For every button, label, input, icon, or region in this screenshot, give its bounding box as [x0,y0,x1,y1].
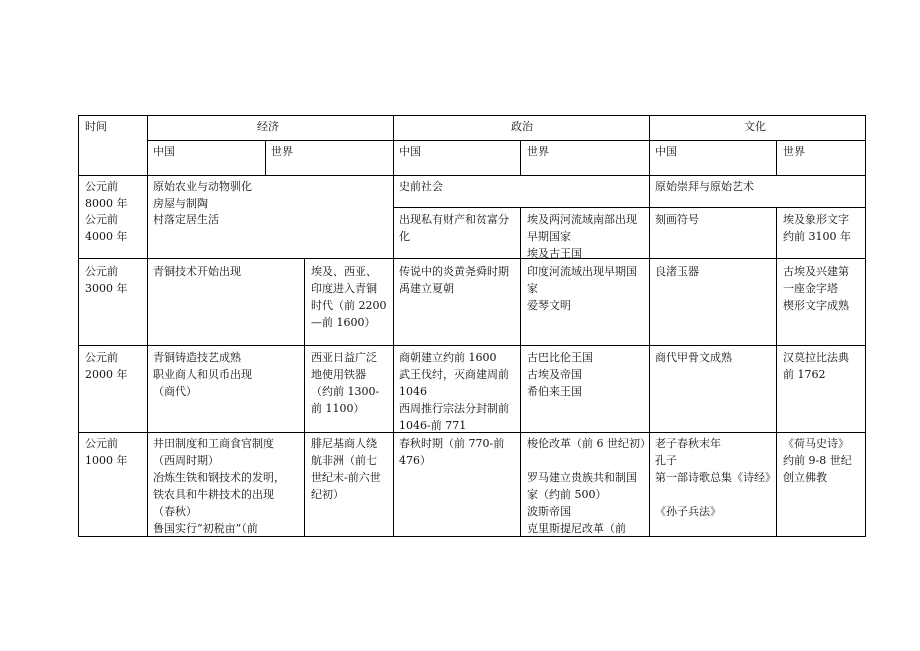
cul-world-cell: 汉莫拉比法典 前 1762 [783,351,849,381]
pol-china-cell: 商朝建立约前 1600 武王伐纣，灭商建周前 1046 西周推行宗法分封制前 1046-前 771 [399,351,509,432]
econ-china-cell: 井田制度和工商食官制度 （西周时期） 冶炼生铁和钢技术的发明， 铁农具和牛耕技术的出现 （春秋） 鲁国实行“初税亩”（前 [153,437,285,535]
header-culture: 文化 [744,120,766,133]
pol-china-cell: 春秋时期（前 770-前 476） [399,437,505,467]
grid-line [776,207,777,537]
header-economy: 经济 [257,120,279,133]
header-cul-world: 世界 [783,145,805,158]
time-cell: 公元前 3000 年 [85,265,128,295]
grid-line [776,140,777,175]
politics-cell: 史前社会 [399,180,443,193]
header-econ-china: 中国 [153,145,175,158]
grid-line [78,115,866,116]
econ-china-cell: 青铜技术开始出现 [153,265,241,278]
grid-line [393,115,394,537]
cul-china-cell: 老子春秋末年 孔子 第一部诗歌总集《诗经》 《孙子兵法》 [655,437,776,518]
header-pol-china: 中国 [399,145,421,158]
cul-china-cell: 良渚玉器 [655,265,699,278]
econ-world-cell: 腓尼基商人绕 航非洲（前七 世纪末-前六世 纪初） [311,437,381,501]
grid-line [147,140,866,141]
cul-world-cell: 埃及象形文字 约前 3100 年 [783,213,851,243]
time-cell: 公元前 1000 年 [85,437,128,467]
header-pol-world: 世界 [527,145,549,158]
pol-world-cell: 梭伦改革（前 6 世纪初） 罗马建立贵族共和制国 家（约前 500） 波斯帝国 克里斯提尼改革（前 [527,437,651,535]
time-cell: 公元前 4000 年 [85,213,128,243]
header-cul-china: 中国 [655,145,677,158]
grid-line [78,175,866,176]
grid-line [520,207,521,537]
econ-china-cell: 青铜铸造技艺成熟 职业商人和贝币出现 （商代） [153,351,252,398]
grid-line [304,258,305,537]
grid-line [78,258,866,259]
pol-china-cell: 出现私有财产和贫富分 化 [399,213,509,243]
header-politics: 政治 [511,120,533,133]
header-econ-world: 世界 [271,145,293,158]
grid-line [147,115,148,537]
grid-line [78,345,866,346]
econ-china-cell: 原始农业与动物驯化 房屋与制陶 [153,180,252,210]
cul-china-cell: 刻画符号 [655,213,699,226]
econ-world-cell: 埃及、西亚、 印度进入青铜 时代（前 2200 —前 1600） [311,265,387,329]
culture-cell: 原始崇拜与原始艺术 [655,180,754,193]
grid-line [265,140,266,175]
time-cell: 公元前 2000 年 [85,351,128,381]
grid-line [393,207,866,208]
pol-china-cell: 传说中的炎黄尧舜时期 禹建立夏朝 [399,265,509,295]
grid-line [865,115,866,537]
pol-world-cell: 印度河流域出现早期国 家 爱琴文明 [527,265,637,312]
cul-world-cell: 《荷马史诗》 约前 9-8 世纪 创立佛教 [783,437,852,484]
cul-world-cell: 古埃及兴建第 一座金字塔 楔形文字成熟 [783,265,849,312]
grid-line [520,140,521,175]
header-time: 时间 [85,120,107,133]
cul-china-cell: 商代甲骨文成熟 [655,351,732,364]
time-cell: 公元前 8000 年 [85,180,128,210]
econ-world-cell: 西亚日益广泛 地使用铁器 （约前 1300- 前 1100） [311,351,380,415]
grid-line [78,115,79,537]
pol-world-cell: 古巴比伦王国 古埃及帝国 希伯来王国 [527,351,593,398]
econ-china-cell: 村落定居生活 [153,213,219,226]
pol-world-cell: 埃及两河流域南部出现 早期国家 埃及古王国 [527,213,637,260]
